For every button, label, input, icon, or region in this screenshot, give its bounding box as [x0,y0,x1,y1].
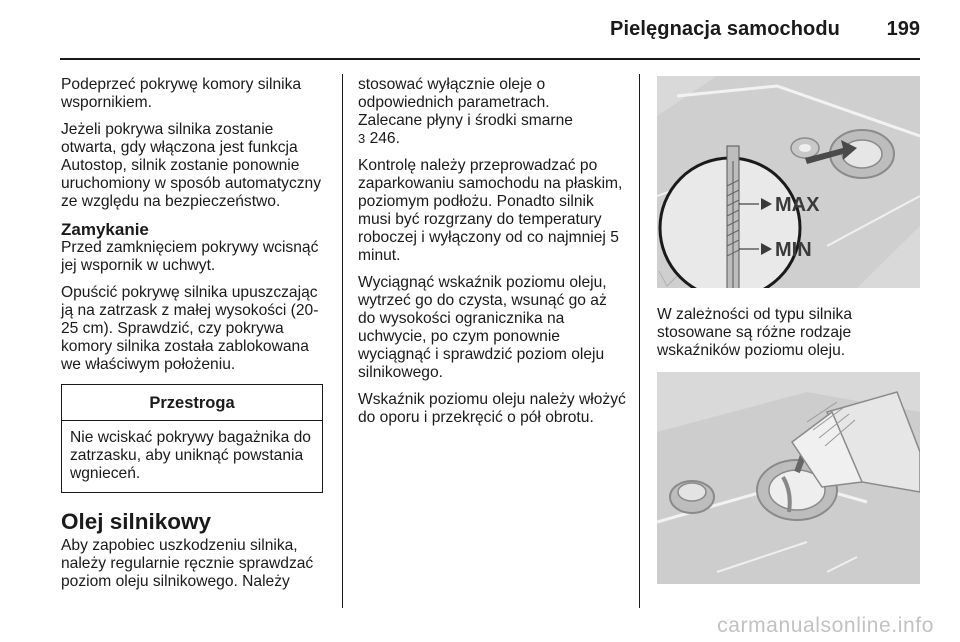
paragraph-dipstick-procedure: Wyciągnąć wskaźnik poziomu oleju, wytrzeć go do czysta, wsunąć go aż do wysokości ogranicznika na uchwycie, po czym ponownie wyciągnąć i sprawdzić poziom oleju silnikowego. [358,274,607,381]
oil-spec-line-3: Zalecane płyny i środki smarne [358,112,573,129]
column-divider-1 [342,74,343,608]
max-label: MAX [775,194,820,216]
paragraph-dipstick-insert: Wskaźnik poziomu oleju należy włożyć do oporu i przekręcić o pół obrotu. [358,391,626,426]
oil-spec-line-2: odpowiednich parametrach. [358,94,550,111]
oil-spec-line-1: stosować wyłącznie oleje o [358,76,546,93]
column-2 [358,76,628,427]
oil-filling-illustration [657,372,920,584]
paragraph-check-conditions: Kontrolę należy przeprowadzać po zaparkowaniu samochodu na płaskim, poziomym podłożu. Ponadto silnik musi być rozgrzany do temperatury roboczej i wyłączony od co najmniej 5 minut. [358,157,623,264]
caution-box [61,384,323,493]
caption-dipstick-types: W zależności od typu silnika stosowane są różne rodzaje wskaźników poziomu oleju. [657,306,853,359]
page-number: 199 [886,18,920,40]
caution-body: Nie wciskać pokrywy bagażnika do zatrzasku, aby uniknąć powstania wgnieceń. [70,429,311,482]
paragraph-oil-spec [358,76,628,148]
paragraph-lower-hood: Opuścić pokrywę silnika upuszczając ją na zatrzask z małej wysokości (20-25 cm). Sprawdzić, czy pokrywa komory silnika została zablokowana we właściwym położeniu. [61,284,319,373]
header-rule [60,58,920,60]
min-label: MIN [775,239,812,261]
section-heading-engine-oil: Olej silnikowy [61,509,212,534]
header-title: Pielęgnacja samochodu [610,18,840,40]
page-header [0,0,960,60]
watermark: carmanualsonline.info [717,614,934,637]
paragraph-check-oil: Aby zapobiec uszkodzeniu silnika, należy regularnie ręcznie sprawdzać poziom oleju silnikowego. Należy [61,537,314,590]
paragraph-autostop: Jeżeli pokrywa silnika zostanie otwarta, gdy włączona jest funkcja Autostop, silnik zostanie ponownie uruchomiony w sposób automatyczny ze względu na bezpieczeństwo. [61,121,322,210]
paragraph-press-support: Przed zamknięciem pokrywy wcisnąć jej wspornik w uchwyt. [61,239,319,274]
column-1 [61,76,329,591]
caution-title: Przestroga [62,385,322,421]
reference-arrow-icon: 3 [358,131,366,146]
dipstick-illustration [657,76,920,288]
paragraph-support-hood: Podeprzeć pokrywę komory silnika wspornikiem. [61,76,302,111]
subheading-closing: Zamykanie [61,220,149,239]
column-divider-2 [639,74,640,608]
column-3 [657,76,920,584]
reference-page: 246. [369,130,400,147]
